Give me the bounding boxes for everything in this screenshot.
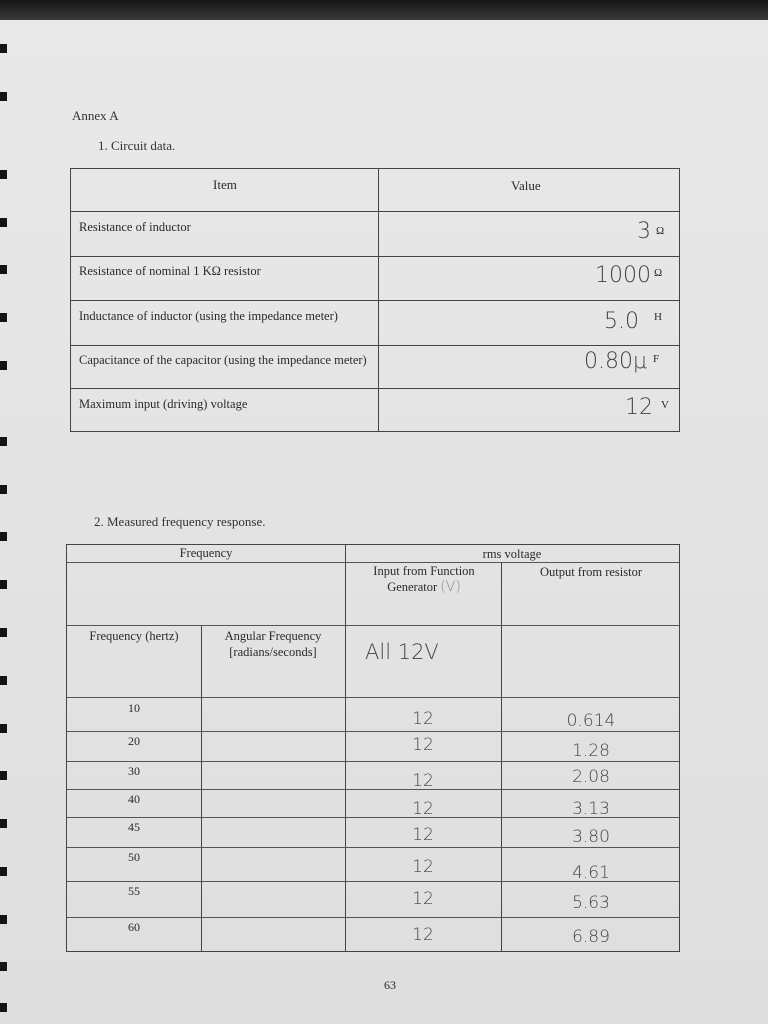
- input-voltage: 12: [412, 925, 434, 945]
- row-divider: [71, 345, 679, 346]
- header-frequency-hertz: Frequency (hertz): [89, 629, 179, 643]
- item-resistance-inductor: Resistance of inductor: [79, 220, 191, 234]
- item-resistance-resistor: Resistance of nominal 1 KΩ resistor: [79, 264, 261, 278]
- binder-hole: [0, 44, 7, 53]
- binder-hole: [0, 92, 7, 101]
- output-voltage: 3.80: [572, 827, 610, 847]
- output-voltage: 5.63: [572, 893, 610, 913]
- binder-hole: [0, 676, 7, 685]
- photo-top-edge: [0, 0, 768, 20]
- input-voltage: 12: [412, 825, 434, 845]
- header-angular-frequency: Angular Frequency [radians/seconds]: [224, 629, 322, 659]
- binder-hole: [0, 819, 7, 828]
- freq-hz: 45: [128, 820, 140, 834]
- unit-henry: H: [654, 311, 662, 323]
- binder-hole: [0, 485, 7, 494]
- freq-hz: 30: [128, 764, 140, 778]
- freq-hz: 60: [128, 920, 140, 934]
- output-voltage: 4.61: [572, 863, 610, 883]
- page-number: 63: [384, 978, 396, 992]
- header-rms-voltage: rms voltage: [482, 547, 542, 561]
- value-resistance-resistor: 1000: [595, 263, 651, 288]
- section-circuit-data: 1. Circuit data.: [98, 138, 176, 153]
- binder-hole: [0, 867, 7, 876]
- input-voltage: 12: [412, 709, 434, 729]
- output-voltage: 0.614: [566, 711, 616, 731]
- row-divider: [67, 917, 679, 918]
- header-frequency: Frequency: [179, 546, 233, 560]
- binder-hole: [0, 170, 7, 179]
- header-value: Value: [511, 178, 541, 193]
- header-input-function-generator: [349, 563, 499, 595]
- row-divider: [67, 731, 679, 732]
- input-all-12v-note: All 12V: [365, 640, 439, 664]
- section-frequency-response: 2. Measured frequency response.: [94, 514, 266, 529]
- unit-farad: F: [653, 353, 660, 365]
- input-voltage: 12: [412, 857, 434, 877]
- value-inductance: 5.0: [604, 309, 639, 334]
- row-divider: [67, 847, 679, 848]
- frequency-response-table: [66, 544, 680, 952]
- row-divider: [67, 625, 679, 626]
- output-voltage: 2.08: [572, 767, 610, 787]
- binder-hole: [0, 218, 7, 227]
- binder-hole: [0, 771, 7, 780]
- row-divider: [71, 388, 679, 389]
- output-voltage: 3.13: [572, 799, 610, 819]
- binder-hole: [0, 361, 7, 370]
- binder-hole: [0, 1003, 7, 1012]
- header-input-label: Input from Function Generator: [373, 564, 475, 594]
- binder-hole: [0, 724, 7, 733]
- freq-hz: 10: [128, 701, 140, 715]
- header-output-resistor: Output from resistor: [539, 565, 643, 579]
- item-max-voltage: Maximum input (driving) voltage: [79, 397, 248, 411]
- binder-hole: [0, 313, 7, 322]
- item-inductance: Inductance of inductor (using the impedance meter): [79, 309, 338, 323]
- binder-hole: [0, 628, 7, 637]
- freq-hz: 40: [128, 792, 140, 806]
- binder-hole: [0, 962, 7, 971]
- input-voltage: 12: [412, 771, 434, 791]
- unit-ohm: Ω: [654, 267, 663, 279]
- unit-volt: V: [661, 399, 669, 411]
- output-voltage: 6.89: [572, 927, 610, 947]
- binder-hole: [0, 580, 7, 589]
- binder-hole: [0, 265, 7, 274]
- header-input-unit: (V): [440, 579, 461, 595]
- freq-hz: 50: [128, 850, 140, 864]
- row-divider: [71, 300, 679, 301]
- column-divider: [201, 625, 202, 951]
- binder-hole: [0, 437, 7, 446]
- column-divider: [501, 563, 502, 951]
- unit-ohm: Ω: [656, 225, 665, 237]
- binder-hole: [0, 915, 7, 924]
- value-capacitance: 0.80μ: [584, 349, 647, 374]
- row-divider: [67, 697, 679, 698]
- binder-hole: [0, 532, 7, 541]
- row-divider: [67, 761, 679, 762]
- row-divider: [71, 256, 679, 257]
- freq-hz: 20: [128, 734, 140, 748]
- value-resistance-inductor: 3: [637, 219, 651, 244]
- freq-hz: 55: [128, 884, 140, 898]
- input-voltage: 12: [412, 735, 434, 755]
- item-capacitance: Capacitance of the capacitor (using the impedance meter): [79, 353, 367, 367]
- input-voltage: 12: [412, 799, 434, 819]
- output-voltage: 1.28: [572, 741, 610, 761]
- row-divider: [71, 211, 679, 212]
- input-voltage: 12: [412, 889, 434, 909]
- circuit-data-table: [70, 168, 680, 432]
- value-max-voltage: 12: [625, 395, 653, 420]
- annex-title: Annex A: [72, 108, 119, 123]
- header-item: Item: [213, 177, 237, 192]
